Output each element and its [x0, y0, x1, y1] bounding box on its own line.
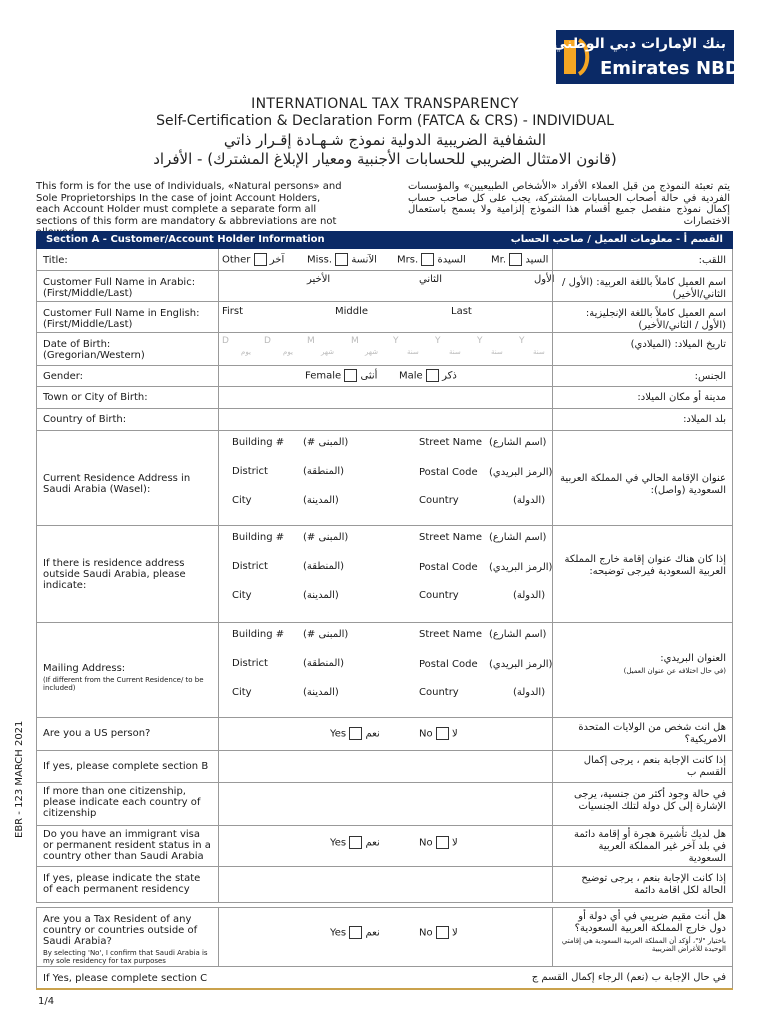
mailing-fields[interactable]: Building # (المبنى #) Street Name (اسم الشارع) District (المنطقة) Postal Code (الرمز البريدي) City (المدينة) Country (الدولة) [232, 629, 553, 698]
title-miss-option[interactable]: Miss. الآنسة [307, 254, 377, 266]
title-miss-checkbox[interactable] [335, 253, 348, 266]
emirates-nbd-logo [552, 30, 740, 84]
permanent-field[interactable] [219, 867, 552, 902]
immigrant-no-checkbox[interactable] [436, 836, 449, 849]
town-label-ar: مدينة أو مكان الميلاد: [552, 387, 732, 408]
section-a-title-ar: القسم أ - معلومات العميل / صاحب الحساب [510, 234, 723, 245]
taxres-yes-option[interactable]: Yes نعم [330, 927, 380, 939]
name-arabic-fields[interactable]: الأخير الثاني الأول [307, 274, 555, 285]
immigrant-no-option[interactable]: No لا [419, 837, 458, 849]
tax-resident-label-ar: هل أنت مقيم ضريبي في أي دولة أو دول خارج المملكة العربية السعودية؟ باختيار "لا"، أؤكد أن المملكة العربية السعودية هي إقامتي الوحيدة للأغراض الضريبية [552, 908, 732, 966]
outside-fields[interactable]: Building # (المبنى #) Street Name (اسم الشارع) District (المنطقة) Postal Code (الرمز البريدي) City (المدينة) Country (الدولة) [232, 532, 553, 601]
permanent-label-ar: إذا كانت الإجابة بنعم ، يرجى توضيح الحالة لكل اقامة دائمة [552, 867, 732, 902]
immigrant-yes-checkbox[interactable] [349, 836, 362, 849]
row-dob [36, 333, 733, 366]
intro-arabic: يتم تعبئة النموذج من قبل العملاء الأفراد «الأشخاص الطبيعيين» والمؤسسات الفردية في حالة أصحاب الحسابات المشتركة، يجب على كل صاحب حساب إكمال نموذج منفصل جميع أقسام هذا النموذج إلزامية ولا يسمح باستعمال الاختصارات [408, 181, 730, 227]
immigrant-options [219, 826, 552, 866]
title-mrs-option[interactable]: Mrs. السيدة [397, 254, 466, 266]
immigrant-label-ar: هل لديك تأشيرة هجرة أو إقامة دائمة في بلد آخر غير المملكة العربية السعودية [552, 826, 732, 866]
form-code: EBR - 123 MARCH 2021 [14, 720, 25, 838]
dob-label-ar: تاريخ الميلاد: (الميلادي) [552, 333, 732, 365]
male-checkbox[interactable] [426, 369, 439, 382]
title-label-ar: اللقب: [552, 249, 732, 270]
immigrant-yes-option[interactable]: Yes نعم [330, 837, 380, 849]
title-line3: الشفافية الضريبية الدولية نموذج شـهـادة إقـرار ذاتي [223, 131, 547, 149]
immigrant-label: Do you have an immigrant visa or permanent resident status in a country other than Saudi Arabia [37, 826, 219, 866]
ifyes-b-label: If yes, please complete section B [37, 751, 219, 782]
name-english-label: Customer Full Name in English: (First/Middle/Last) [37, 302, 219, 332]
title-label: Title: [37, 249, 219, 270]
intro-english: This form is for the use of Individuals, «Natural persons» and Sole Proprietorships In the case of joint Account Holders, each Account Holder must complete a separate form all sections of this form are mandatory & abbreviations are not [36, 181, 342, 227]
title-line1: INTERNATIONAL TAX TRANSPARENCY [251, 96, 519, 112]
name-english-fields[interactable]: First Middle Last [222, 306, 472, 317]
dob-label: Date of Birth: (Gregorian/Western) [37, 333, 219, 365]
title-mr-option[interactable]: Mr. السيد [491, 254, 549, 266]
row-ifyes-b [36, 751, 733, 783]
us-yes-checkbox[interactable] [349, 727, 362, 740]
logo-english: Emirates NBD [600, 58, 740, 79]
gender-label-ar: الجنس: [552, 366, 732, 386]
us-person-label: Are you a US person? [37, 718, 219, 750]
town-field[interactable] [219, 387, 552, 408]
name-english-label-ar: اسم العميل كاملاً باللغة الإنجليزية: (الأول / الثاني/الأخير) [552, 302, 732, 332]
country-field[interactable] [219, 409, 552, 430]
row-citizenship [36, 783, 733, 826]
title-mr-checkbox[interactable] [509, 253, 522, 266]
gender-label: Gender: [37, 366, 219, 386]
citizenship-label-ar: في حالة وجود أكثر من جنسية، يرجى الإشارة إلى كل دولة لتلك الجنسيات [552, 783, 732, 825]
row-permanent [36, 867, 733, 903]
female-checkbox[interactable] [344, 369, 357, 382]
gender-male-option[interactable]: Male ذكر [399, 370, 457, 382]
section-a-header [36, 231, 733, 249]
section-a-title: Section A - Customer/Account Holder Information [46, 234, 325, 245]
title-line2: Self-Certification & Declaration Form (FATCA & CRS) - INDIVIDUAL [156, 113, 614, 129]
ifyes-c-label-ar: في حال الإجابة ب (نعم) الرجاء إكمال القسم ج [531, 972, 726, 983]
row-mailing [36, 623, 733, 718]
tax-resident-label: Are you a Tax Resident of any country or countries outside of Saudi Arabia? By selecting 'No', I confirm that Saudi Arabia is my sole residency for tax purposes [37, 908, 219, 966]
row-title [36, 249, 733, 271]
gender-female-option[interactable]: Female أنثى [305, 370, 378, 382]
taxres-yes-checkbox[interactable] [349, 926, 362, 939]
form-title [40, 96, 730, 168]
logo-arabic: بنك الإمارات دبي الوطني [552, 36, 726, 52]
row-residence [36, 431, 733, 526]
title-other-checkbox[interactable] [254, 253, 267, 266]
title-line4: (قانون الامتثال الضريبي للحسابات الأجنبية ومعيار الإبلاغ المشترك) - الأفراد [153, 150, 617, 168]
tax-resident-options [219, 908, 552, 966]
permanent-label: If yes, please indicate the state of each permanent residency [37, 867, 219, 902]
row-gender [36, 366, 733, 387]
row-name-arabic [36, 271, 733, 302]
town-label: Town or City of Birth: [37, 387, 219, 408]
us-person-label-ar: هل انت شخص من الولايات المتحدة الامريكية؟ [552, 718, 732, 750]
country-label: Country of Birth: [37, 409, 219, 430]
dob-fields[interactable]: D يوم D يوم M شهر M شهر Y سنة Y سنة Y سنة Y سنة [222, 336, 545, 356]
us-no-checkbox[interactable] [436, 727, 449, 740]
country-label-ar: بلد الميلاد: [552, 409, 732, 430]
mailing-label: Mailing Address: (If different from the Current Residence/ to be included) [37, 623, 219, 717]
row-name-english [36, 302, 733, 333]
ifyes-b-field[interactable] [219, 751, 552, 782]
us-yes-option[interactable]: Yes نعم [330, 728, 380, 740]
residence-label-ar: عنوان الإقامة الحالي في المملكة العربية السعودية (واصل): [552, 431, 732, 525]
title-options [219, 249, 552, 270]
row-tax-resident [36, 907, 733, 967]
citizenship-field[interactable] [219, 783, 552, 825]
row-us-person [36, 718, 733, 751]
title-other-option[interactable]: Other آخر [222, 254, 285, 266]
taxres-no-checkbox[interactable] [436, 926, 449, 939]
page-number: 1/4 [38, 996, 55, 1007]
gender-options [219, 366, 552, 386]
name-arabic-label: Customer Full Name in Arabic: (First/Middle/Last) [37, 271, 219, 301]
name-arabic-label-ar: اسم العميل كاملاً باللغة العربية: (الأول / الثاني/الأخير) [552, 271, 732, 301]
outside-label: If there is residence address outside Saudi Arabia, please indicate: [37, 526, 219, 622]
citizenship-label: If more than one citizenship, please indicate each country of citizenship [37, 783, 219, 825]
taxres-no-option[interactable]: No لا [419, 927, 458, 939]
row-ifyes-c [36, 967, 733, 990]
ifyes-b-label-ar: إذا كانت الإجابة بنعم ، يرجى إكمال القسم ب [552, 751, 732, 782]
mailing-label-ar: العنوان البريدي: (في حال اختلافه عن عنوان العميل) [552, 623, 732, 717]
row-outside-address [36, 526, 733, 623]
title-mrs-checkbox[interactable] [421, 253, 434, 266]
residence-fields[interactable]: Building # (المبنى #) Street Name (اسم الشارع) District (المنطقة) Postal Code (الرمز البريدي) City (المدينة) Country (الدولة) [232, 437, 553, 506]
row-country [36, 409, 733, 431]
us-person-options [219, 718, 552, 750]
residence-label: Current Residence Address in Saudi Arabia (Wasel): [37, 431, 219, 525]
ifyes-c-label: If Yes, please complete section C [43, 973, 208, 984]
section-a-table [36, 249, 733, 990]
footer-divider [36, 988, 733, 990]
us-no-option[interactable]: No لا [419, 728, 458, 740]
row-immigrant [36, 826, 733, 867]
outside-label-ar: إذا كان هناك عنوان إقامة خارج المملكة العربية السعودية فيرجى توضيحه: [552, 526, 732, 622]
row-town [36, 387, 733, 409]
